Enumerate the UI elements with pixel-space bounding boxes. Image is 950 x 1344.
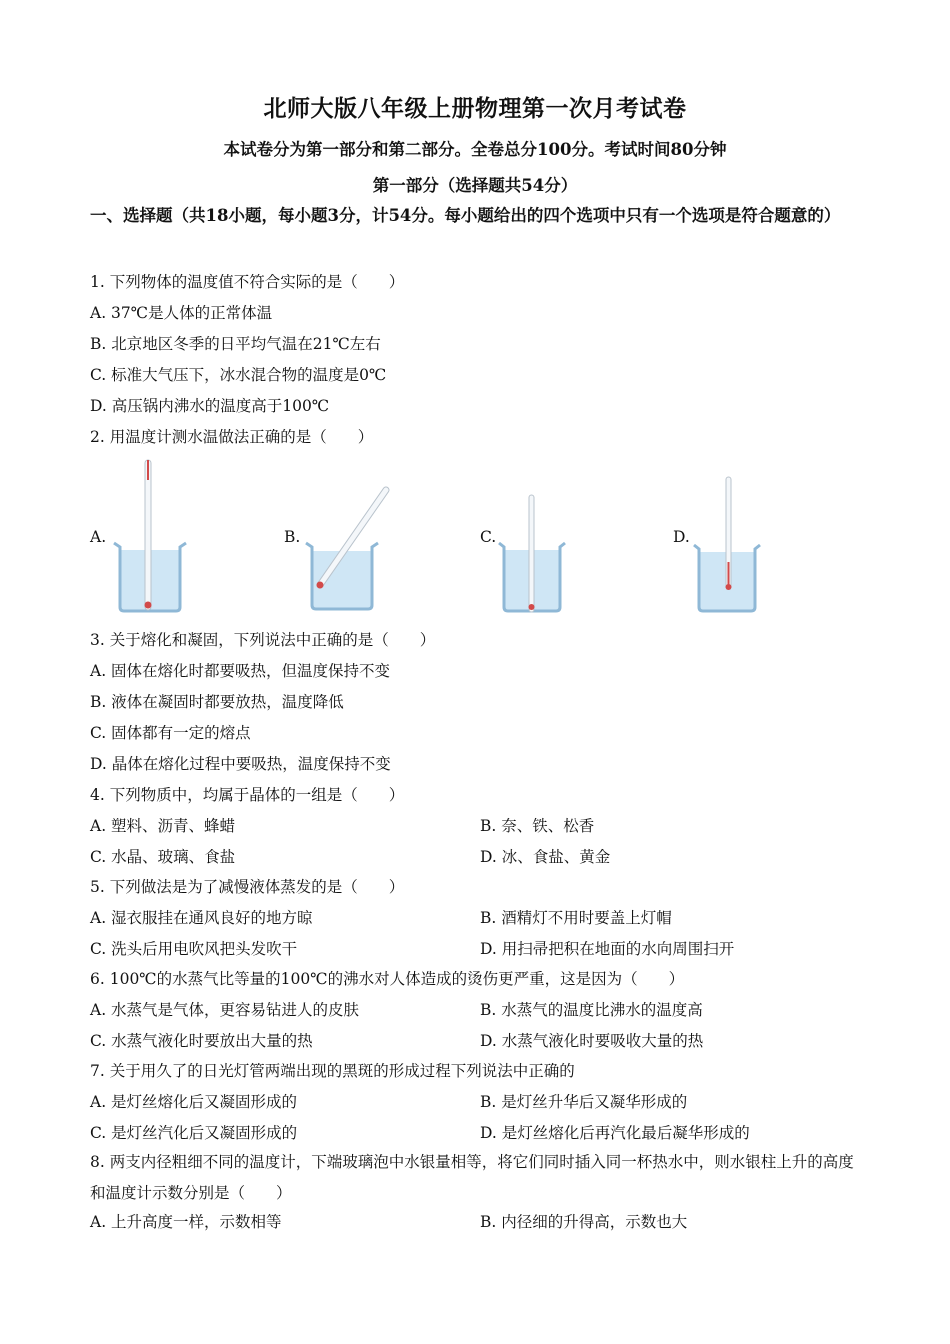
question-1-option-d: D. 高压锅内沸水的温度高于100℃ [90, 397, 330, 415]
question-5-stem: 5. 下列做法是为了减慢液体蒸发的是（ ） [90, 878, 405, 896]
question-2-option-b-label: B. [284, 528, 301, 546]
part1-heading: 第一部分（选择题共54分） [372, 176, 578, 195]
question-3-option-c: C. 固体都有一定的熔点 [90, 724, 251, 742]
question-1-option-c: C. 标准大气压下，冰水混合物的温度是0℃ [90, 366, 387, 384]
question-7-option-c: C. 是灯丝汽化后又凝固形成的 [90, 1124, 298, 1142]
question-7-option-a: A. 是灯丝熔化后又凝固形成的 [90, 1093, 298, 1111]
question-2-stem: 2. 用温度计测水温做法正确的是（ ） [90, 428, 374, 446]
question-8-option-a: A. 上升高度一样，示数相等 [90, 1213, 282, 1231]
question-3-option-a: A. 固体在熔化时都要吸热，但温度保持不变 [90, 662, 391, 680]
question-4-option-d: D. 冰、食盐、黄金 [480, 848, 611, 866]
question-7-option-b: B. 是灯丝升华后又凝华形成的 [480, 1093, 688, 1111]
question-1-option-a: A. 37℃是人体的正常体温 [90, 304, 273, 322]
beaker-thermometer-b-image [300, 485, 395, 615]
question-7-option-d: D. 是灯丝熔化后再汽化最后凝华形成的 [480, 1124, 750, 1142]
question-4-option-a: A. 塑料、沥青、蜂蜡 [90, 817, 236, 835]
question-8-option-b: B. 内径细的升得高，示数也大 [480, 1213, 688, 1231]
page-title: 北师大版八年级上册物理第一次月考试卷 [263, 95, 687, 122]
question-2-option-d-label: D. [673, 528, 690, 546]
question-7-stem: 7. 关于用久了的日光灯管两端出现的黑斑的形成过程下列说法中正确的 [90, 1062, 575, 1080]
question-6-stem: 6. 100℃的水蒸气比等量的100℃的沸水对人体造成的烫伤更严重，这是因为（ ） [90, 970, 685, 988]
question-3-option-b: B. 液体在凝固时都要放热，温度降低 [90, 693, 344, 711]
question-8-stem: 8. 两支内径粗细不同的温度计，下端玻璃泡中水银量相等，将它们同时插入同一杯热水中，则水银柱上升的高度和温度计示数分别是（ ） [90, 1153, 854, 1202]
question-4-option-b: B. 奈、铁、松香 [480, 817, 595, 835]
question-4-stem: 4. 下列物质中，均属于晶体的一组是（ ） [90, 786, 405, 804]
question-5-option-d: D. 用扫帚把积在地面的水向周围扫开 [480, 940, 735, 958]
question-2-option-c-label: C. [480, 528, 497, 546]
question-5-option-b: B. 酒精灯不用时要盖上灯帽 [480, 909, 672, 927]
question-4-option-c: C. 水晶、玻璃、食盐 [90, 848, 236, 866]
beaker-thermometer-d-image [690, 472, 765, 615]
question-6-option-b: B. 水蒸气的温度比沸水的温度高 [480, 1001, 703, 1019]
section-heading: 一、选择题（共18小题，每小题3分，计54分。每小题给出的四个选项中只有一个选项是符合题意的） [90, 206, 841, 225]
question-1-stem: 1. 下列物体的温度值不符合实际的是（ ） [90, 273, 405, 291]
beaker-thermometer-c-image [495, 490, 570, 615]
beaker-thermometer-a-image [110, 455, 190, 615]
question-6-option-c: C. 水蒸气液化时要放出大量的热 [90, 1032, 313, 1050]
exam-intro: 本试卷分为第一部分和第二部分。全卷总分100分。考试时间80分钟 [223, 140, 727, 159]
question-3-stem: 3. 关于熔化和凝固，下列说法中正确的是（ ） [90, 631, 436, 649]
question-3-option-d: D. 晶体在熔化过程中要吸热，温度保持不变 [90, 755, 391, 773]
question-2-option-a-label: A. [90, 528, 107, 546]
question-5-option-a: A. 湿衣服挂在通风良好的地方晾 [90, 909, 313, 927]
question-1-option-b: B. 北京地区冬季的日平均气温在21℃左右 [90, 335, 381, 353]
question-6-option-a: A. 水蒸气是气体，更容易钻进人的皮肤 [90, 1001, 360, 1019]
question-6-option-d: D. 水蒸气液化时要吸收大量的热 [480, 1032, 704, 1050]
question-5-option-c: C. 洗头后用电吹风把头发吹干 [90, 940, 298, 958]
